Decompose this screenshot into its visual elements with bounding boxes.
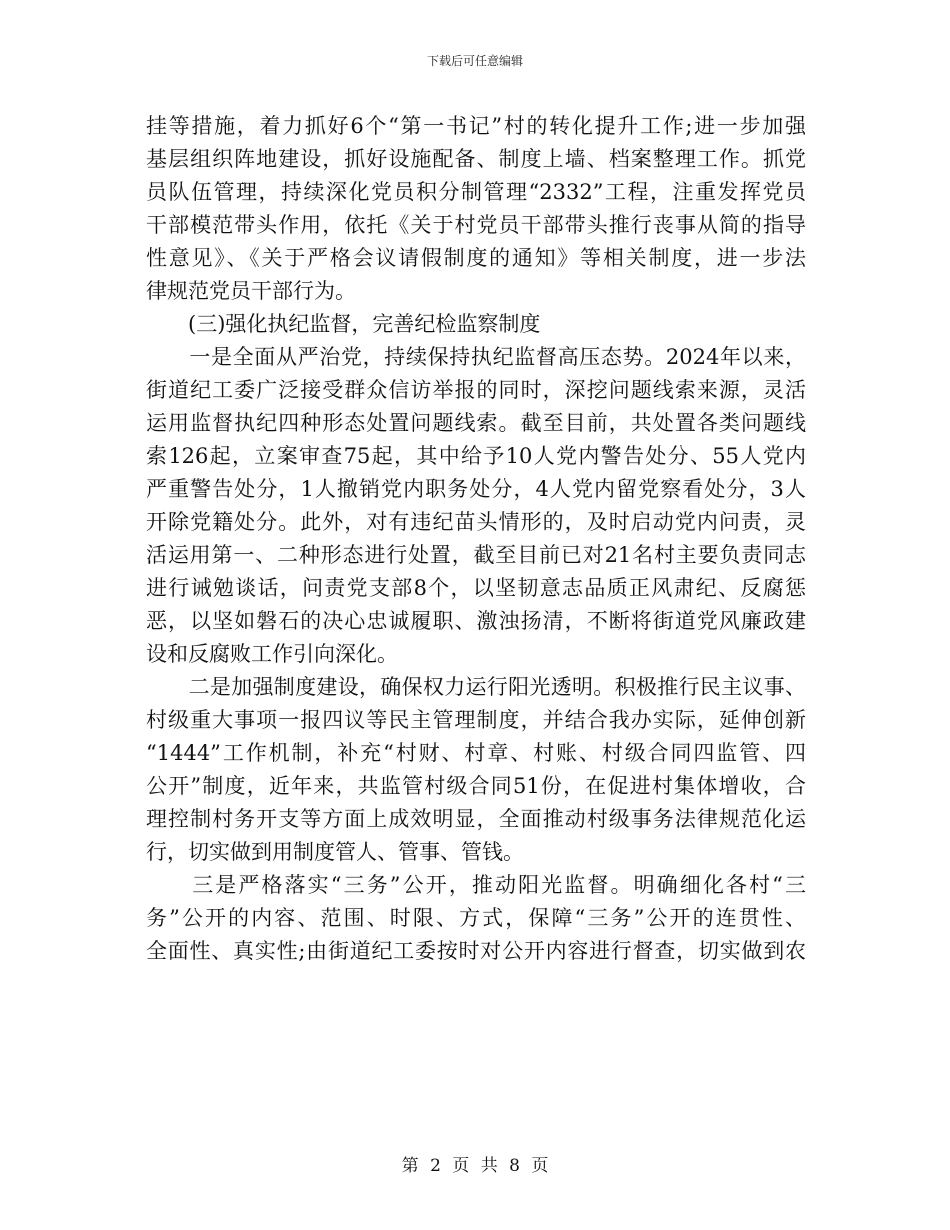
text-line: 挂等措施，着力抓好6个“第一书记”村的转化提升工作;进一步加强 [146,114,806,138]
text-line: 进行诫勉谈话，问责党支部8个，以坚韧意志品质正风肃纪、反腐惩 [146,576,806,600]
text-line: 三是严格落实“三务”公开，推动阳光监督。明确细化各村“三 [146,873,806,897]
page-header: 下载后可任意编辑 [426,54,523,68]
page-footer: 第 2 页 共 8 页 [401,1156,549,1176]
text-line: 务”公开的内容、范围、时限、方式，保障“三务”公开的连贯性、 [146,906,806,930]
text-line: 行，切实做到用制度管人、管事、管钱。 [146,840,524,864]
text-line: 性意见》、《关于严格会议请假制度的通知》等相关制度，进一步法 [146,246,806,270]
text-line: 运用监督执纪四种形态处置问题线索。截至目前，共处置各类问题线 [146,411,806,435]
text-line: 活运用第一、二种形态进行处置，截至目前已对21名村主要负责同志 [146,543,806,567]
text-line: 村级重大事项一报四议等民主管理制度，并结合我办实际，延伸创新 [146,708,806,732]
text-line: (三)强化执纪监督，完善纪检监察制度 [146,312,541,336]
text-line: 一是全面从严治党，持续保持执纪监督高压态势。2024年以来， [146,345,806,369]
text-line: 设和反腐败工作引向深化。 [146,642,398,666]
text-line: 索126起，立案审查75起，其中给予10人党内警告处分、55人党内 [146,444,806,468]
text-line: 严重警告处分，1人撤销党内职务处分，4人党内留党察看处分，3人 [146,477,806,501]
text-line: 基层组织阵地建设，抓好设施配备、制度上墙、档案整理工作。抓党 [146,147,806,171]
text-line: 二是加强制度建设，确保权力运行阳光透明。积极推行民主议事、 [146,675,806,699]
text-line: 公开”制度，近年来，共监管村级合同51份，在促进村集体增收，合 [146,774,806,798]
text-line: 开除党籍处分。此外，对有违纪苗头情形的，及时启动党内问责，灵 [146,510,806,534]
text-line: 律规范党员干部行为。 [146,279,356,303]
text-line: 街道纪工委广泛接受群众信访举报的同时，深挖问题线索来源，灵活 [146,378,806,402]
text-line: 员队伍管理，持续深化党员积分制管理“2332”工程，注重发挥党员 [146,180,806,204]
text-line: 全面性、真实性;由街道纪工委按时对公开内容进行督查，切实做到农 [146,939,806,963]
text-line: 干部模范带头作用，依托《关于村党员干部带头推行丧事从简的指导 [146,213,806,237]
text-line: 恶，以坚如磐石的决心忠诚履职、激浊扬清，不断将街道党风廉政建 [146,609,806,633]
text-line: “1444”工作机制，补充“村财、村章、村账、村级合同四监管、四 [146,741,806,765]
text-line: 理控制村务开支等方面上成效明显，全面推动村级事务法律规范化运 [146,807,806,831]
document-body [146,110,806,968]
